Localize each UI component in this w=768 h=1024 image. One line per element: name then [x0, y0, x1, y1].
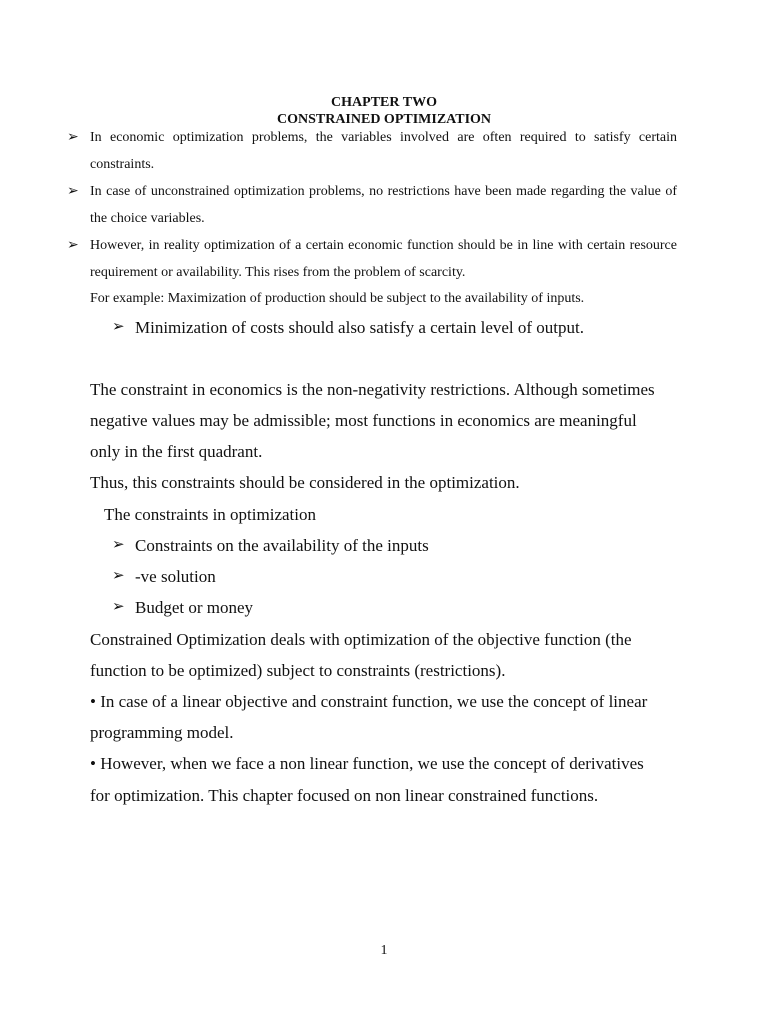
example-bullet: Minimization of costs should also satisfy a certain level of output.: [135, 318, 584, 337]
arrow-bullet-icon: ➢: [67, 184, 79, 199]
example-line: For example: Maximization of production should be subject to the availability of inputs.: [90, 291, 585, 306]
paragraph-line: Constrained Optimization deals with optimization of the objective function (the: [90, 630, 632, 649]
intro-bullet-2: In case of unconstrained optimization problems, no restrictions have been made regarding the value of the choice variables.: [90, 184, 677, 226]
constraint-item: Budget or money: [135, 598, 254, 617]
paragraph-line: The constraint in economics is the non-negativity restrictions. Although sometimes: [90, 380, 655, 399]
paragraph-line: only in the first quadrant.: [90, 442, 263, 461]
paragraph-line: programming model.: [90, 723, 234, 742]
chapter-title: CONSTRAINED OPTIMIZATION: [276, 112, 492, 127]
page-number: 1: [380, 943, 388, 958]
arrow-bullet-icon: ➢: [67, 130, 79, 145]
arrow-bullet-icon: ➢: [112, 537, 125, 553]
arrow-bullet-icon: ➢: [67, 238, 79, 253]
paragraph-line: • However, when we face a non linear function, we use the concept of derivatives: [90, 754, 644, 773]
constraint-item: Constraints on the availability of the inputs: [135, 536, 429, 555]
intro-bullet-3: However, in reality optimization of a certain economic function should be in line with certain resource requirement or availability. This rises from the problem of scarcity.: [90, 238, 677, 280]
paragraph-line: for optimization. This chapter focused on non linear constrained functions.: [90, 786, 599, 805]
arrow-bullet-icon: ➢: [112, 599, 125, 615]
constraint-item: -ve solution: [135, 567, 216, 586]
paragraph-line: negative values may be admissible; most functions in economics are meaningful: [90, 411, 637, 430]
paragraph-line: Thus, this constraints should be considered in the optimization.: [90, 473, 520, 492]
arrow-bullet-icon: ➢: [112, 319, 125, 335]
arrow-bullet-icon: ➢: [112, 568, 125, 584]
constraints-heading: The constraints in optimization: [104, 505, 316, 524]
intro-bullet-1: In economic optimization problems, the variables involved are often required to satisfy certain constraints.: [90, 130, 677, 172]
paragraph-line: function to be optimized) subject to constraints (restrictions).: [90, 661, 506, 680]
chapter-number: CHAPTER TWO: [331, 95, 437, 110]
paragraph-line: • In case of a linear objective and constraint function, we use the concept of linear: [90, 692, 648, 711]
